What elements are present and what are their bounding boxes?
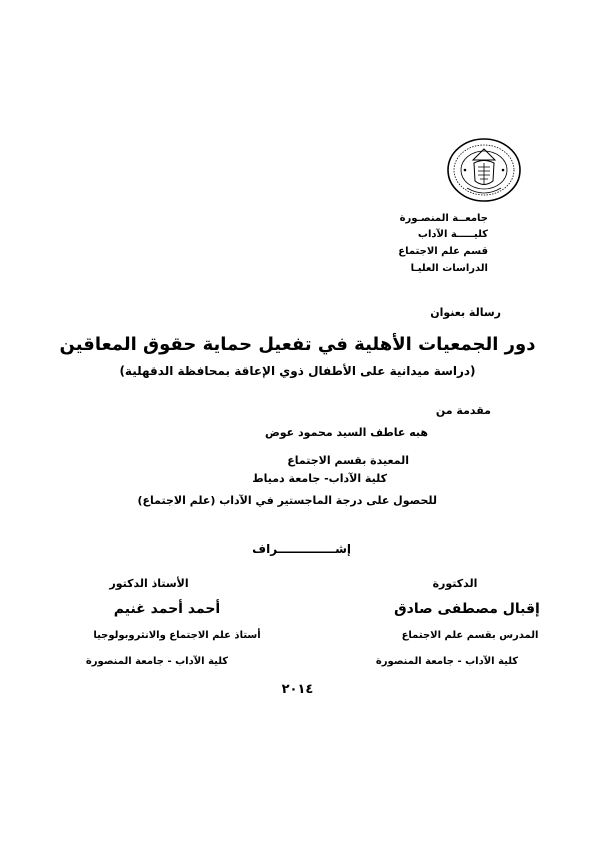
right-supervisor-position: أستاذ علم الاجتماع والانثروبولوجيا bbox=[93, 630, 261, 641]
left-supervisor-name: إقبال مصطفى صادق bbox=[394, 601, 540, 617]
thesis-title: دور الجمعيات الأهلية في تفعيل حماية حقوق المعاقين bbox=[59, 334, 536, 355]
university-seal-logo bbox=[443, 136, 525, 204]
thesis-intro-label: رسالة بعنوان bbox=[430, 306, 501, 319]
right-supervisor-name: أحمد أحمد غنيم bbox=[113, 601, 221, 617]
left-supervisor-position: المدرس بقسم علم الاجتماع bbox=[401, 630, 539, 641]
faculty-name: كليـــــة الآداب bbox=[417, 229, 488, 240]
graduate-studies-label: الدراسات العليـا bbox=[410, 263, 488, 274]
presented-by-label: مقدمة من bbox=[435, 404, 491, 417]
department-name: قسم علم الاجتماع bbox=[398, 246, 488, 257]
thesis-year: ٢٠١٤ bbox=[281, 682, 314, 697]
right-supervisor-title: الأستاذ الدكتور bbox=[109, 577, 189, 590]
left-supervisor-affiliation: كلية الآداب - جامعة المنصورة bbox=[375, 656, 519, 667]
degree-line: للحصول على درجة الماجستير في الآداب (علم الاجتماع) bbox=[137, 494, 437, 507]
author-affiliation: كلية الآداب- جامعة دمياط bbox=[252, 472, 387, 485]
supervision-heading: إشــــــــــــــراف bbox=[252, 542, 351, 556]
thesis-subtitle: (دراسة ميدانية على الأطفال ذوي الإعاقة بمحافظة الدقهلية) bbox=[119, 364, 476, 378]
left-supervisor-title: الدكتورة bbox=[432, 577, 478, 590]
author-position: المعيدة بقسم الاجتماع bbox=[287, 454, 409, 467]
right-supervisor-affiliation: كلية الآداب - جامعة المنصورة bbox=[85, 656, 229, 667]
author-name: هبه عاطف السيد محمود عوض bbox=[264, 426, 428, 439]
university-name: جامعــة المنصـورة bbox=[399, 213, 488, 224]
